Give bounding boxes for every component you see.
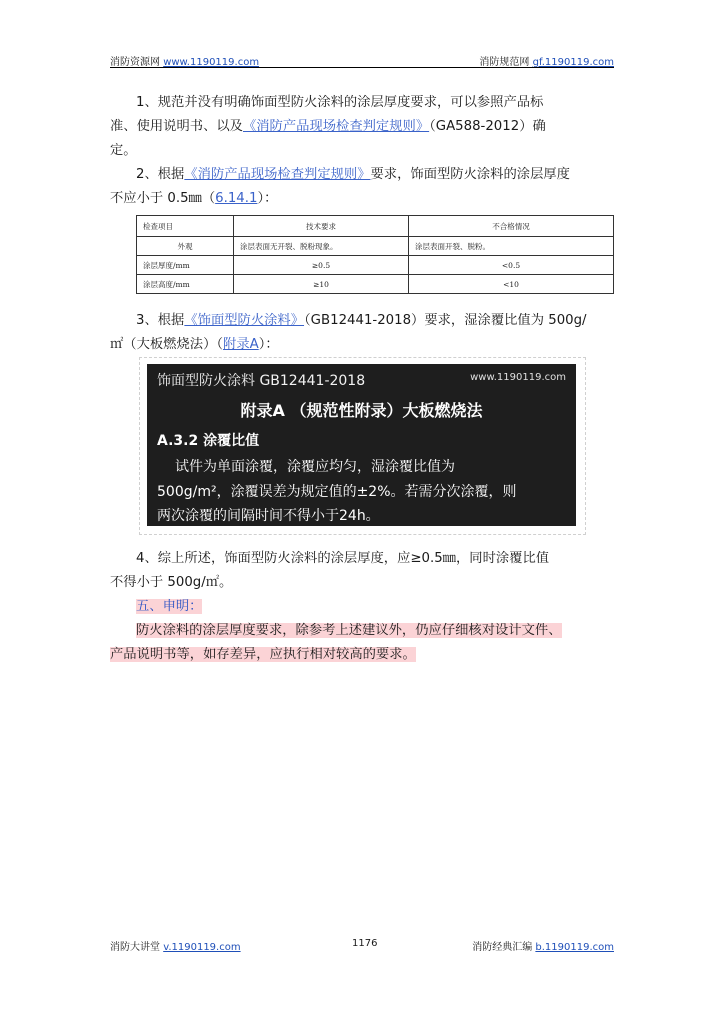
excerpt-url: www.1190119.com	[470, 372, 566, 383]
footer-right	[472, 938, 614, 953]
header-left-site: 消防资源网	[110, 57, 160, 68]
table-header-row	[137, 216, 614, 237]
para-3-line-2	[110, 334, 279, 356]
para-3-text-d: ）：	[258, 337, 279, 352]
ref-link-gb12441[interactable]: 《饰面型防火涂料》	[184, 313, 305, 328]
para-3-line-1	[136, 310, 587, 332]
table-cell: <10	[409, 275, 614, 294]
standard-excerpt	[147, 364, 576, 526]
para-3-text-b: （GB12441-2018）要求，湿涂覆比值为 500g/	[304, 313, 587, 328]
excerpt-subheading: A.3.2 涂覆比值	[157, 433, 260, 449]
ref-link-inspection-rules-2[interactable]: 《消防产品现场检查判定规则》	[184, 167, 371, 182]
section-5-line-2	[110, 644, 416, 666]
para-2-line-2	[110, 188, 277, 210]
table-row	[137, 237, 614, 256]
para-3-text-a: 3、根据	[136, 313, 185, 328]
para-1-line-2	[110, 116, 546, 138]
footer-right-link[interactable]: b.1190119.com	[535, 942, 614, 953]
excerpt-title: 饰面型防火涂料 GB12441-2018	[157, 373, 366, 389]
table-cell: ≥0.5	[234, 256, 409, 275]
table-row	[137, 275, 614, 294]
table-row	[137, 256, 614, 275]
para-1-line-1: 1、规范并没有明确饰面型防火涂料的涂层厚度要求，可以参照产品标	[136, 95, 544, 110]
para-2-text-c: 不应小于 0.5㎜（	[110, 191, 216, 206]
para-2-text-d: ）：	[257, 191, 278, 206]
table-cell: 涂层厚度/mm	[137, 256, 234, 275]
para-1-text-b: （GA588-2012）确	[429, 119, 546, 134]
para-2-text-b: 要求，饰面型防火涂料的涂层厚度	[370, 167, 570, 182]
ref-link-clause-6-14-1[interactable]: 6.14.1	[215, 191, 258, 206]
inspection-table	[136, 215, 614, 294]
section-5-title	[136, 596, 202, 618]
excerpt-line-2: 500g/m²，涂覆误差为规定值的±2%。若需分次涂覆，则	[157, 484, 517, 500]
table-cell: 涂层表面开裂、脱粉。	[409, 237, 614, 256]
page-number: 1176	[352, 938, 378, 949]
table-cell: ≥10	[234, 275, 409, 294]
para-4-line-1: 4、综上所述，饰面型防火涂料的涂层厚度，应≥0.5㎜，同时涂覆比值	[136, 551, 550, 566]
section-5-line-1	[136, 620, 562, 642]
footer-left-site: 消防大讲堂	[110, 942, 160, 953]
table-cell: <0.5	[409, 256, 614, 275]
para-1-text-a: 准、使用说明书、以及	[110, 119, 243, 134]
para-2-line-1	[136, 164, 570, 186]
para-4-line-2: 不得小于 500g/㎡。	[110, 575, 233, 590]
footer-right-site: 消防经典汇编	[472, 942, 533, 953]
section-5-text-2: 产品说明书等，如存差异，应执行相对较高的要求。	[110, 647, 416, 662]
excerpt-line-3: 两次涂覆的间隔时间不得小于24h。	[157, 508, 380, 524]
excerpt-line-1: 试件为单面涂覆，涂覆应均匀，湿涂覆比值为	[175, 459, 455, 475]
para-1-line-3: 定。	[110, 143, 137, 158]
header-left	[110, 53, 259, 68]
ref-link-inspection-rules[interactable]: 《消防产品现场检查判定规则》	[242, 119, 430, 134]
table-header-cell: 技术要求	[234, 216, 409, 237]
header-right-link[interactable]: gf.1190119.com	[532, 57, 614, 68]
table-cell: 涂层高度/mm	[137, 275, 234, 294]
header-left-link[interactable]: www.1190119.com	[163, 57, 260, 68]
header-right	[479, 53, 614, 68]
header-rule	[110, 67, 614, 68]
table-cell: 外观	[137, 237, 234, 256]
footer-left-link[interactable]: v.1190119.com	[163, 942, 241, 953]
para-2-text-a: 2、根据	[136, 167, 185, 182]
table-cell: 涂层表面无开裂、脱粉现象。	[234, 237, 409, 256]
section-5-text-1: 防火涂料的涂层厚度要求，除参考上述建议外，仍应仔细核对设计文件、	[136, 623, 562, 638]
ref-link-appendix-a[interactable]: 附录A	[223, 337, 259, 352]
table-header-cell: 检查项目	[137, 216, 234, 237]
excerpt-heading: 附录A （规范性附录）大板燃烧法	[240, 401, 483, 420]
footer-left	[110, 938, 241, 953]
para-3-text-c: ㎡（大板燃烧法）（	[110, 337, 224, 352]
table-header-cell: 不合格情况	[409, 216, 614, 237]
section-5-title-text: 五、申明：	[136, 599, 203, 614]
header-right-site: 消防规范网	[479, 57, 530, 68]
page-header	[110, 53, 614, 67]
